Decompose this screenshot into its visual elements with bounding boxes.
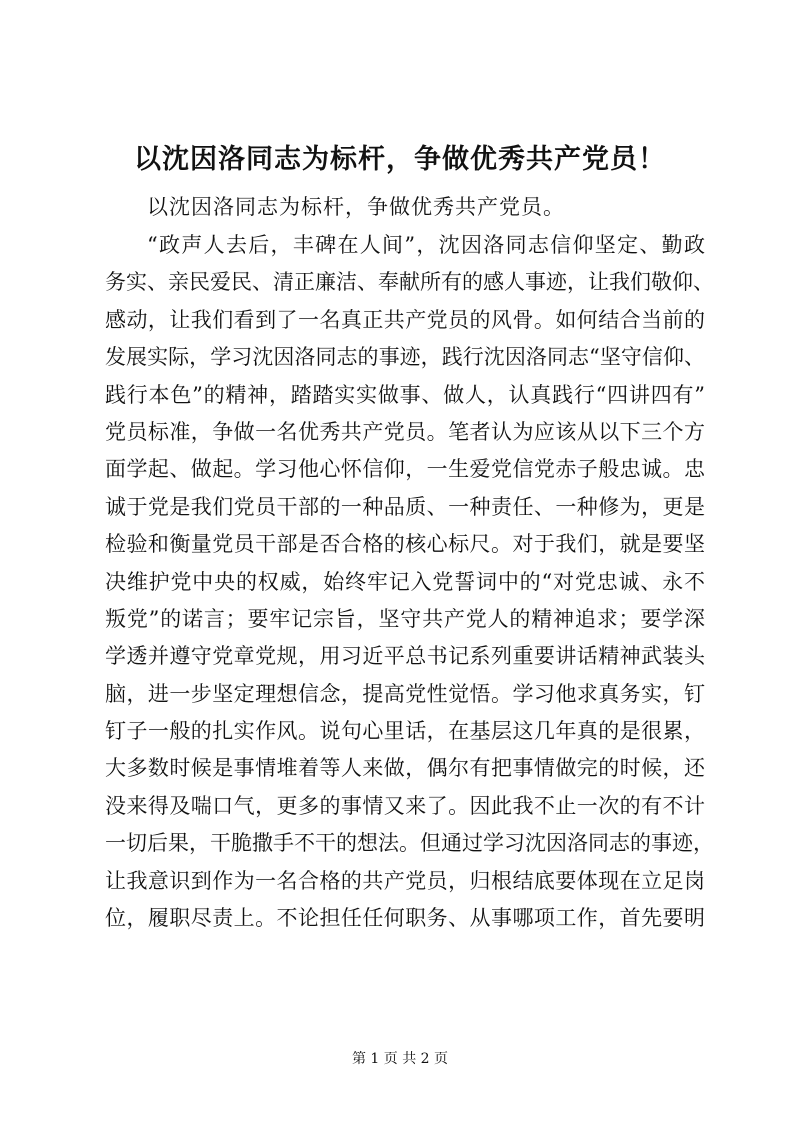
document-title: 以沈因洛同志为标杆，争做优秀共产党员！ bbox=[134, 144, 666, 175]
body-line: 务实、亲民爱民、清正廉洁、奉献所有的感人事迹，让我们敬仰、 bbox=[105, 270, 714, 295]
body-line: 决维护党中央的权威，始终牢记入党誓词中的“对党忠诚、永不 bbox=[105, 569, 705, 594]
page-footer: 第 1 页 共 2 页 bbox=[351, 1051, 449, 1067]
body-line: 让我意识到作为一名合格的共产党员，归根结底要体现在立足岗 bbox=[105, 868, 705, 893]
body-line: 面学起、做起。学习他心怀信仰，一生爱党信党赤子般忠诚。忠 bbox=[105, 457, 705, 482]
body-line: 位，履职尽责上。不论担任任何职务、从事哪项工作，首先要明 bbox=[105, 906, 705, 931]
body-line: 党员标准，争做一名优秀共产党员。笔者认为应该从以下三个方 bbox=[105, 419, 705, 444]
body-line: 没来得及喘口气，更多的事情又来了。因此我不止一次的有不计 bbox=[105, 793, 705, 818]
body-line: 检验和衡量党员干部是否合格的核心标尺。对于我们，就是要坚 bbox=[105, 532, 705, 557]
body-line: 钉子一般的扎实作风。说句心里话，在基层这几年真的是很累， bbox=[105, 719, 705, 744]
body-line: 诚于党是我们党员干部的一种品质、一种责任、一种修为，更是 bbox=[105, 494, 705, 519]
body-line: 学透并遵守党章党规，用习近平总书记系列重要讲话精神武装头 bbox=[105, 644, 705, 669]
document-subtitle: 以沈因洛同志为标杆，争做优秀共产党员。 bbox=[147, 195, 565, 219]
body-line: 感动，让我们看到了一名真正共产党员的风骨。如何结合当前的 bbox=[105, 307, 705, 332]
body-line: 一切后果，干脆撒手不干的想法。但通过学习沈因洛同志的事迹， bbox=[105, 831, 714, 856]
body-line: 发展实际，学习沈因洛同志的事迹，践行沈因洛同志“坚守信仰、 bbox=[105, 345, 705, 370]
body-line: 叛党”的诺言；要牢记宗旨，坚守共产党人的精神追求；要学深 bbox=[105, 606, 705, 631]
body-line: 脑，进一步坚定理想信念，提高党性觉悟。学习他求真务实，钉 bbox=[105, 681, 705, 706]
body-line: “政声人去后，丰碑在人间”，沈因洛同志信仰坚定、勤政 bbox=[147, 233, 705, 257]
body-text bbox=[105, 227, 714, 937]
body-line: 践行本色”的精神，踏踏实实做事、做人，认真践行“四讲四有” bbox=[105, 382, 705, 407]
body-line: 大多数时候是事情堆着等人来做，偶尔有把事情做完的时候，还 bbox=[105, 756, 705, 781]
